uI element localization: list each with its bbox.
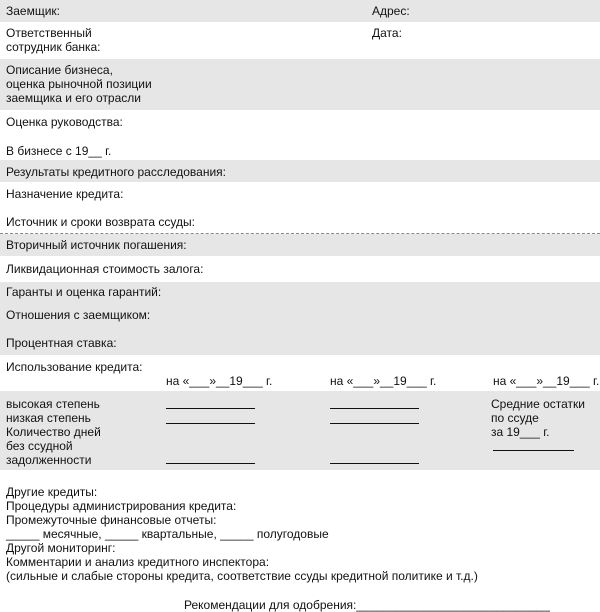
fill-line[interactable] (166, 408, 255, 409)
fill-line[interactable] (330, 423, 419, 424)
band-borrower (0, 0, 600, 22)
fill-line[interactable] (493, 450, 574, 451)
credit-usage-label: Использование кредита: (6, 360, 143, 374)
in-business-label: В бизнесе с 19__ г. (6, 144, 112, 158)
address-label: Адрес: (372, 4, 410, 18)
usage-labels: высокая степень низкая степень Количество дней без ссудной задолженности (6, 397, 101, 467)
credit-investigation-label: Результаты кредитного расследования: (6, 165, 227, 179)
management-label: Оценка руководства: (6, 115, 123, 129)
date-column-2: на «___»__19___ г. (330, 374, 437, 388)
guarantors-label: Гаранты и оценка гарантий: (6, 285, 162, 299)
fill-line[interactable] (166, 423, 255, 424)
fill-line[interactable] (166, 463, 255, 464)
date-label: Дата: (372, 26, 402, 40)
date-column-1: на «___»__19___ г. (166, 374, 273, 388)
date-column-3: на «___»__19___ г. (493, 374, 600, 388)
borrower-label: Заемщик: (6, 4, 61, 18)
recommendation-label: Рекомендации для одобрения:_____________________________ (184, 598, 550, 612)
officer-label: Ответственный сотрудник банка: (6, 26, 101, 54)
average-balances-label: Средние остатки по ссуде за 19___ г. (491, 397, 585, 439)
loan-purpose-label: Назначение кредита: (6, 187, 124, 201)
fill-line[interactable] (330, 408, 419, 409)
secondary-source-label: Вторичный источник погашения: (6, 238, 187, 252)
other-credits-block: Другие кредиты: Процедуры администрирования кредита: Промежуточные финансовые отчеты: _____ месячные, _____ квартальные, _____ полугодовые Другой мониторинг: Комментарии и анализ кредитного инспектора: (сильные и слабые стороны кредита, соответствие ссуды кредитной политике и т.д.) (6, 485, 478, 583)
collateral-value-label: Ликвидационная стоимость залога: (6, 262, 204, 276)
dashed-separator (0, 233, 600, 234)
business-description-label: Описание бизнеса, оценка рыночной позиции заемщика и его отрасли (6, 63, 152, 105)
relations-label: Отношения с заемщиком: (6, 308, 151, 322)
interest-rate-label: Процентная ставка: (6, 336, 117, 350)
fill-line[interactable] (330, 463, 419, 464)
repayment-source-label: Источник и сроки возврата ссуды: (6, 215, 195, 229)
